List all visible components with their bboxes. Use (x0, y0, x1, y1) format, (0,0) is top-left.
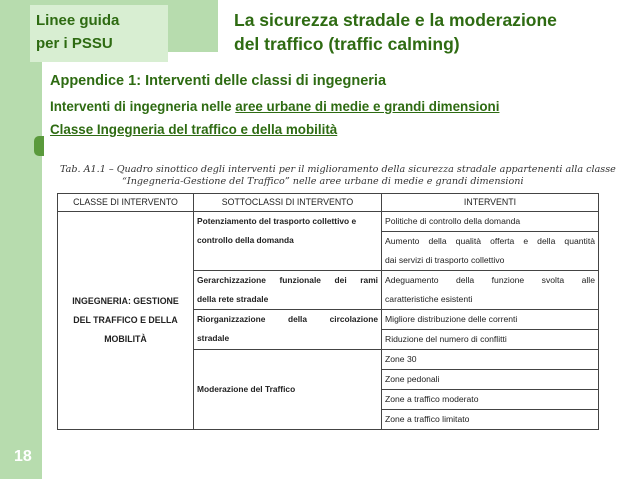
title-line-1: La sicurezza stradale e la moderazione (234, 10, 557, 30)
table-header-row (58, 194, 599, 212)
intervention-3-line-1: Adeguamento della funzione svolta alle (385, 275, 595, 285)
brand-line-1: Linee guida (36, 12, 120, 29)
subclass-1-line-1: Potenziamento del trasporto collettivo e (197, 216, 357, 226)
subtitle-class-link[interactable]: Classe Ingegneria del traffico e della mobilità (50, 122, 338, 137)
subclass-cell-2 (194, 271, 382, 310)
intervention-7: Zone pedonali (385, 374, 440, 384)
subtitle-interventions (50, 99, 499, 114)
brand-line-2: per i PSSU (36, 35, 113, 52)
intervention-4: Migliore distribuzione delle correnti (385, 314, 518, 324)
subclass-cell-4 (194, 350, 382, 430)
header-class: CLASSE DI INTERVENTO (58, 194, 194, 212)
subclass-cell-3 (194, 310, 382, 350)
table-caption (60, 164, 616, 188)
page-number: 18 (14, 448, 32, 465)
left-sidebar-band (0, 0, 42, 479)
header-subclass: SOTTOCLASSI DI INTERVENTO (194, 194, 382, 212)
sidebar-tab-marker (34, 136, 44, 156)
subtitle-prefix: Interventi di ingegneria nelle (50, 99, 236, 114)
class-line-3: MOBILITÀ (104, 334, 147, 344)
intervention-6: Zone 30 (385, 354, 417, 364)
subtitle-link[interactable]: aree urbane di medie e grandi dimensioni (235, 99, 500, 114)
caption-line-2: “Ingegneria-Gestione del Traffico” nelle aree urbane di medie e grandi dimensioni (122, 176, 524, 187)
intervention-2-line-1: Aumento della qualità offerta e della quantità (385, 236, 595, 246)
table-row (58, 212, 599, 232)
intervention-cell-8 (382, 390, 599, 410)
class-cell (58, 212, 194, 430)
class-line-1: INGEGNERIA: GESTIONE (72, 296, 179, 306)
intervention-1: Politiche di controllo della domanda (385, 216, 521, 226)
interventions-table (57, 193, 599, 430)
intervention-cell-4 (382, 310, 599, 330)
header-interventions: INTERVENTI (382, 194, 599, 212)
intervention-8: Zone a traffico moderato (385, 394, 479, 404)
intervention-3-line-2: caratteristiche esistenti (385, 294, 473, 304)
intervention-cell-9 (382, 410, 599, 430)
subclass-cell-1 (194, 212, 382, 271)
intervention-2-line-2: dai servizi di trasporto collettivo (385, 255, 505, 265)
subclass-4-line-1: Moderazione del Traffico (197, 384, 296, 394)
caption-line-1: Tab. A1.1 – Quadro sinottico degli interventi per il miglioramento della sicurezza stradale appartenenti alla classe (60, 164, 616, 175)
subclass-3-line-1: Riorganizzazione della circolazione (197, 314, 378, 324)
subclass-2-line-2: della rete stradale (197, 294, 269, 304)
intervention-9: Zone a traffico limitato (385, 414, 470, 424)
subclass-3-line-2: stradale (197, 333, 230, 343)
intervention-cell-5 (382, 330, 599, 350)
title-line-2: del traffico (traffic calming) (234, 34, 460, 54)
subclass-2-line-1: Gerarchizzazione funzionale dei rami (197, 275, 378, 285)
brand-label (36, 9, 119, 55)
class-line-2: DEL TRAFFICO E DELLA (73, 315, 178, 325)
intervention-cell-2 (382, 232, 599, 271)
slide-title (234, 8, 557, 56)
subtitle-appendix: Appendice 1: Interventi delle classi di ingegneria (50, 73, 387, 89)
intervention-cell-3 (382, 271, 599, 310)
intervention-cell-7 (382, 370, 599, 390)
intervention-cell-6 (382, 350, 599, 370)
intervention-5: Riduzione del numero di conflitti (385, 334, 507, 344)
subclass-1-line-2: controllo della domanda (197, 235, 294, 245)
intervention-cell-1 (382, 212, 599, 232)
